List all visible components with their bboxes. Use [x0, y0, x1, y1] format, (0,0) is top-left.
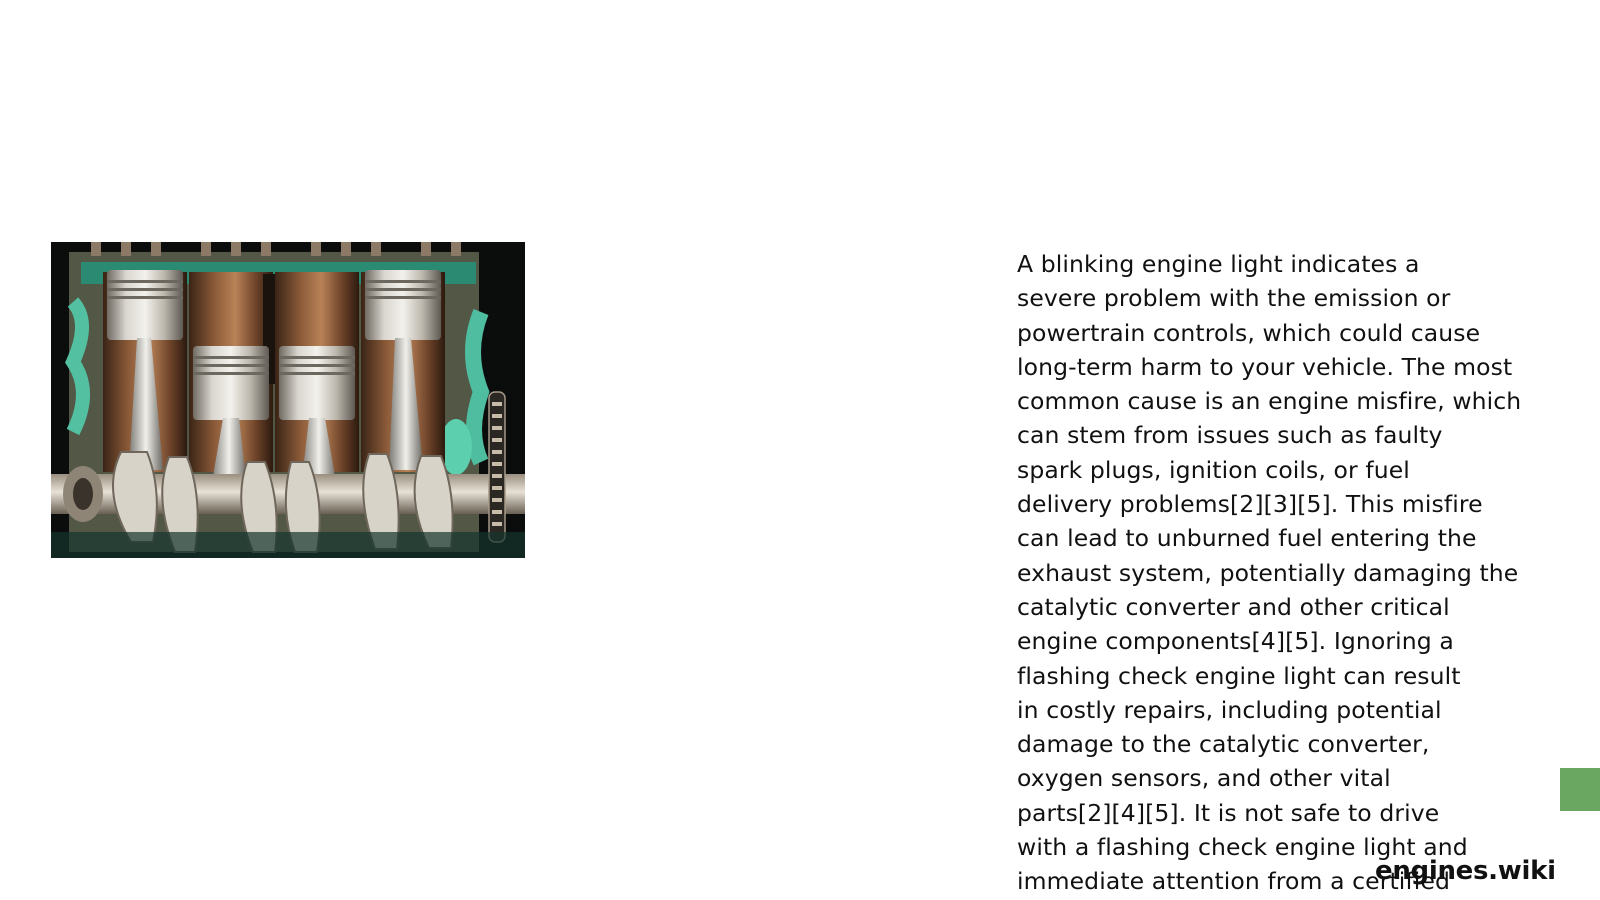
- article-line: flashing check engine light can result: [1017, 661, 1461, 690]
- article-line: parts[2][4][5]. It is not safe to drive: [1017, 798, 1440, 827]
- article-line: exhaust system, potentially damaging the: [1017, 558, 1519, 587]
- article-line: in costly repairs, including potential: [1017, 695, 1442, 724]
- article-line: common cause is an engine misfire, which: [1017, 387, 1522, 416]
- article-line: oxygen sensors, and other vital: [1017, 764, 1391, 793]
- engine-cutaway-image: [51, 242, 525, 558]
- article-line: can lead to unburned fuel entering the: [1017, 524, 1477, 553]
- article-line: powertrain controls, which could cause: [1017, 318, 1481, 347]
- article-paragraph: [1017, 247, 1537, 899]
- article-line: engine components[4][5]. Ignoring a: [1017, 627, 1454, 656]
- article-line: delivery problems[2][3][5]. This misfire: [1017, 490, 1483, 519]
- site-watermark: engines.wiki: [1375, 856, 1556, 886]
- article-line: severe problem with the emission or: [1017, 284, 1451, 313]
- article-line: can stem from issues such as faulty: [1017, 421, 1443, 450]
- article-line: with a flashing check engine light and: [1017, 833, 1468, 862]
- article-line: long-term harm to your vehicle. The most: [1017, 352, 1513, 381]
- article-line: spark plugs, ignition coils, or fuel: [1017, 455, 1410, 484]
- article-line: damage to the catalytic converter,: [1017, 730, 1430, 759]
- engine-illustration: [51, 242, 525, 558]
- article-line: catalytic converter and other critical: [1017, 592, 1450, 621]
- article-line: immediate attention from a certified: [1017, 867, 1451, 896]
- green-accent-block: [1560, 768, 1600, 811]
- article-line: A blinking engine light indicates a: [1017, 250, 1420, 278]
